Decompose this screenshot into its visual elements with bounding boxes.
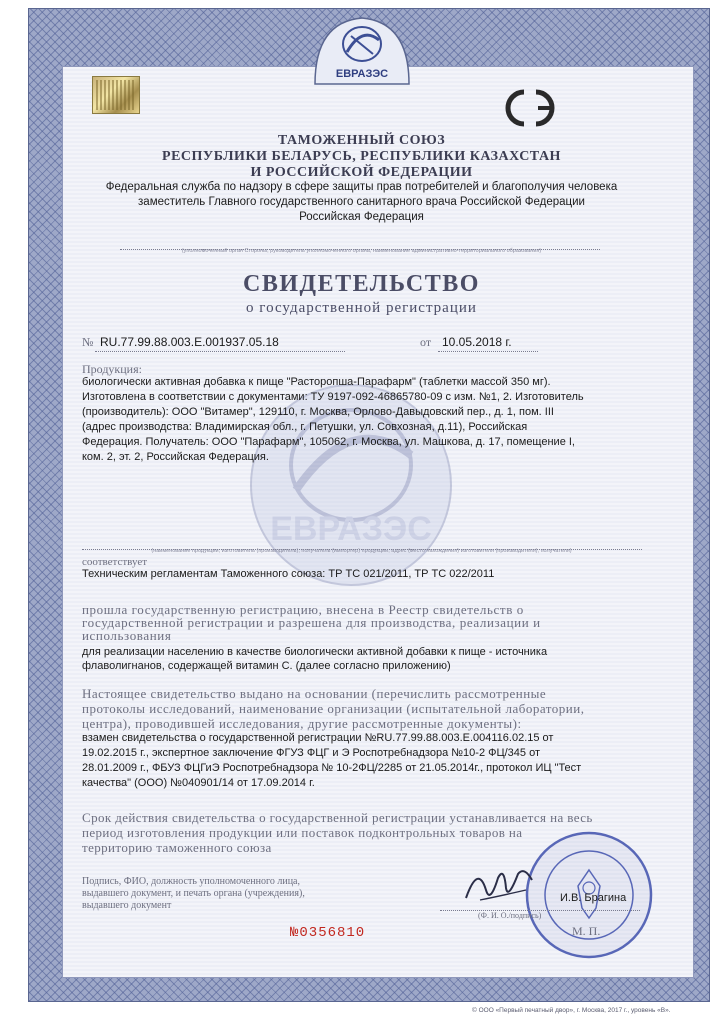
registration-statement: [82, 603, 541, 642]
emblem-label: ЕВРАЗЭС: [335, 68, 389, 80]
product-line: (адрес производства: Владимирская обл., г. Петушки, ул. Совхозная, д.11), Российская: [82, 421, 528, 433]
authority-line-3: Российская Федерация: [299, 211, 424, 223]
basis-doc-line: качества" (ООО) №040901/14 от 17.09.2014 г.: [82, 777, 315, 789]
signature-caption: [82, 876, 305, 912]
basis-line: центра), проводившей исследования, другие рассмотренные документы):: [82, 716, 522, 731]
header-line-3: И РОССИЙСКОЙ ФЕДЕРАЦИИ: [250, 165, 473, 180]
product-line: (производитель): ООО "Витамер", 129110, г. Москва, Орлово-Давыдовский пер., д. 1, пом. III: [82, 406, 554, 418]
eurasec-emblem: [307, 14, 417, 86]
statement-line: государственной регистрации и разрешена для производства, реализации и: [82, 615, 541, 630]
validity-statement: [82, 810, 593, 855]
conformity-mark-icon: [496, 86, 564, 130]
authority-line-1: Федеральная служба по надзору в сфере защиты прав потребителей и благополучия человека: [105, 181, 618, 193]
usage-line: для реализации населению в качестве биологически активной добавки к пище - источника: [82, 646, 548, 658]
number-underline: [95, 351, 345, 352]
usage-line: флаволигнанов, содержащей витамин С. (далее согласно приложению): [82, 660, 451, 672]
signature-caption-line: выдавшего документ, и печать органа (учреждения),: [82, 888, 305, 899]
authority-line-2: заместитель Главного государственного санитарного врача Российской Федерации: [138, 196, 585, 208]
svg-text:ЕВРАЗЭС: ЕВРАЗЭС: [270, 510, 432, 548]
statement-line: использования: [82, 628, 172, 643]
registration-number: RU.77.99.88.003.Е.001937.05.18: [100, 335, 279, 349]
signature-caption-line: выдавшего документ: [82, 900, 172, 911]
signer-name: И.В. Брагина: [560, 892, 627, 904]
signature-caption-line: Подпись, ФИО, должность уполномоченного лица,: [82, 876, 300, 887]
conformity-value: Техническим регламентам Таможенного союза: ТР ТС 021/2011, ТР ТС 022/2011: [82, 568, 495, 580]
document-title: СВИДЕТЕЛЬСТВО: [243, 271, 480, 297]
product-description: [82, 375, 642, 465]
number-prefix: №: [82, 335, 94, 349]
registration-date: 10.05.2018 г.: [442, 335, 512, 349]
basis-doc-line: 28.01.2009 г., ФБУЗ ФЦГиЭ Роспотребнадзора № 10-2ФЦ/2285 от 21.05.2014г., протокол ИЦ "Тест: [82, 762, 582, 774]
validity-line: территорию таможенного союза: [82, 840, 272, 855]
basis-line: Настоящее свидетельство выдано на основании (перечислить рассмотренные: [82, 686, 547, 701]
basis-doc-line: взамен свидетельства о государственной регистрации №RU.77.99.88.003.Е.004116.02.15 от: [82, 732, 554, 744]
validity-line: Срок действия свидетельства о государственной регистрации устанавливается на весь: [82, 810, 593, 825]
hologram-sticker: [92, 76, 140, 114]
serial-number: №0356810: [290, 925, 366, 941]
validity-line: период изготовления продукции или поставок подконтрольных товаров на: [82, 825, 523, 840]
basis-documents: [82, 731, 642, 791]
conformity-label: соответствует: [82, 556, 148, 568]
usage-text: [82, 645, 547, 673]
statement-line: прошла государственную регистрацию, внесена в Реестр свидетельств о: [82, 602, 524, 617]
product-label: Продукция:: [82, 362, 142, 376]
authority-caption: (уполномоченный орган Стороны, руководитель уполномоченного органа, наименование административно-территориального образования): [181, 248, 542, 254]
basis-statement: [82, 686, 584, 731]
document-subtitle: о государственной регистрации: [246, 300, 477, 316]
basis-doc-line: 19.02.2015 г., экспертное заключение ФГУЗ ФЦГ и Э Роспотребнадзора №10-2 ФЦ/345 от: [82, 747, 541, 759]
header-line-2: РЕСПУБЛИКИ БЕЛАРУСЬ, РЕСПУБЛИКИ КАЗАХСТАН: [162, 149, 561, 164]
basis-line: протоколы исследований, наименование организации (испытательной лаборатории,: [82, 701, 585, 716]
date-prefix: от: [420, 335, 432, 349]
date-underline: [438, 351, 538, 352]
product-line: Федерация. Получатель: ООО "Парафарм", 105062, г. Москва, ул. Машкова, д. 17, помещение I,: [82, 436, 575, 448]
product-line: Изготовлена в соответствии с документами: ТУ 9197-092-46865780-09 с изм. №1, 2. Изготовитель: [82, 391, 584, 403]
seal-caption: М. П.: [572, 924, 601, 938]
product-line: ком. 2, эт. 2, Российская Федерация.: [82, 451, 269, 463]
handwritten-signature: [460, 860, 540, 908]
printer-note: © ООО «Первый печатный двор», г. Москва, 2017 г., уровень «В».: [472, 1007, 671, 1014]
signer-name-caption: (Ф. И. О./подпись): [478, 911, 542, 920]
product-line: биологически активная добавка к пище "Расторопша-Парафарм" (таблетки массой 350 мг).: [82, 376, 551, 388]
product-caption: (наименование продукции, изготовитель (производитель), получатель (импортер) продукции, адрес (место нахождения) изготовителя (производителя), получателя): [151, 548, 572, 554]
header-line-1: ТАМОЖЕННЫЙ СОЮЗ: [277, 133, 446, 148]
